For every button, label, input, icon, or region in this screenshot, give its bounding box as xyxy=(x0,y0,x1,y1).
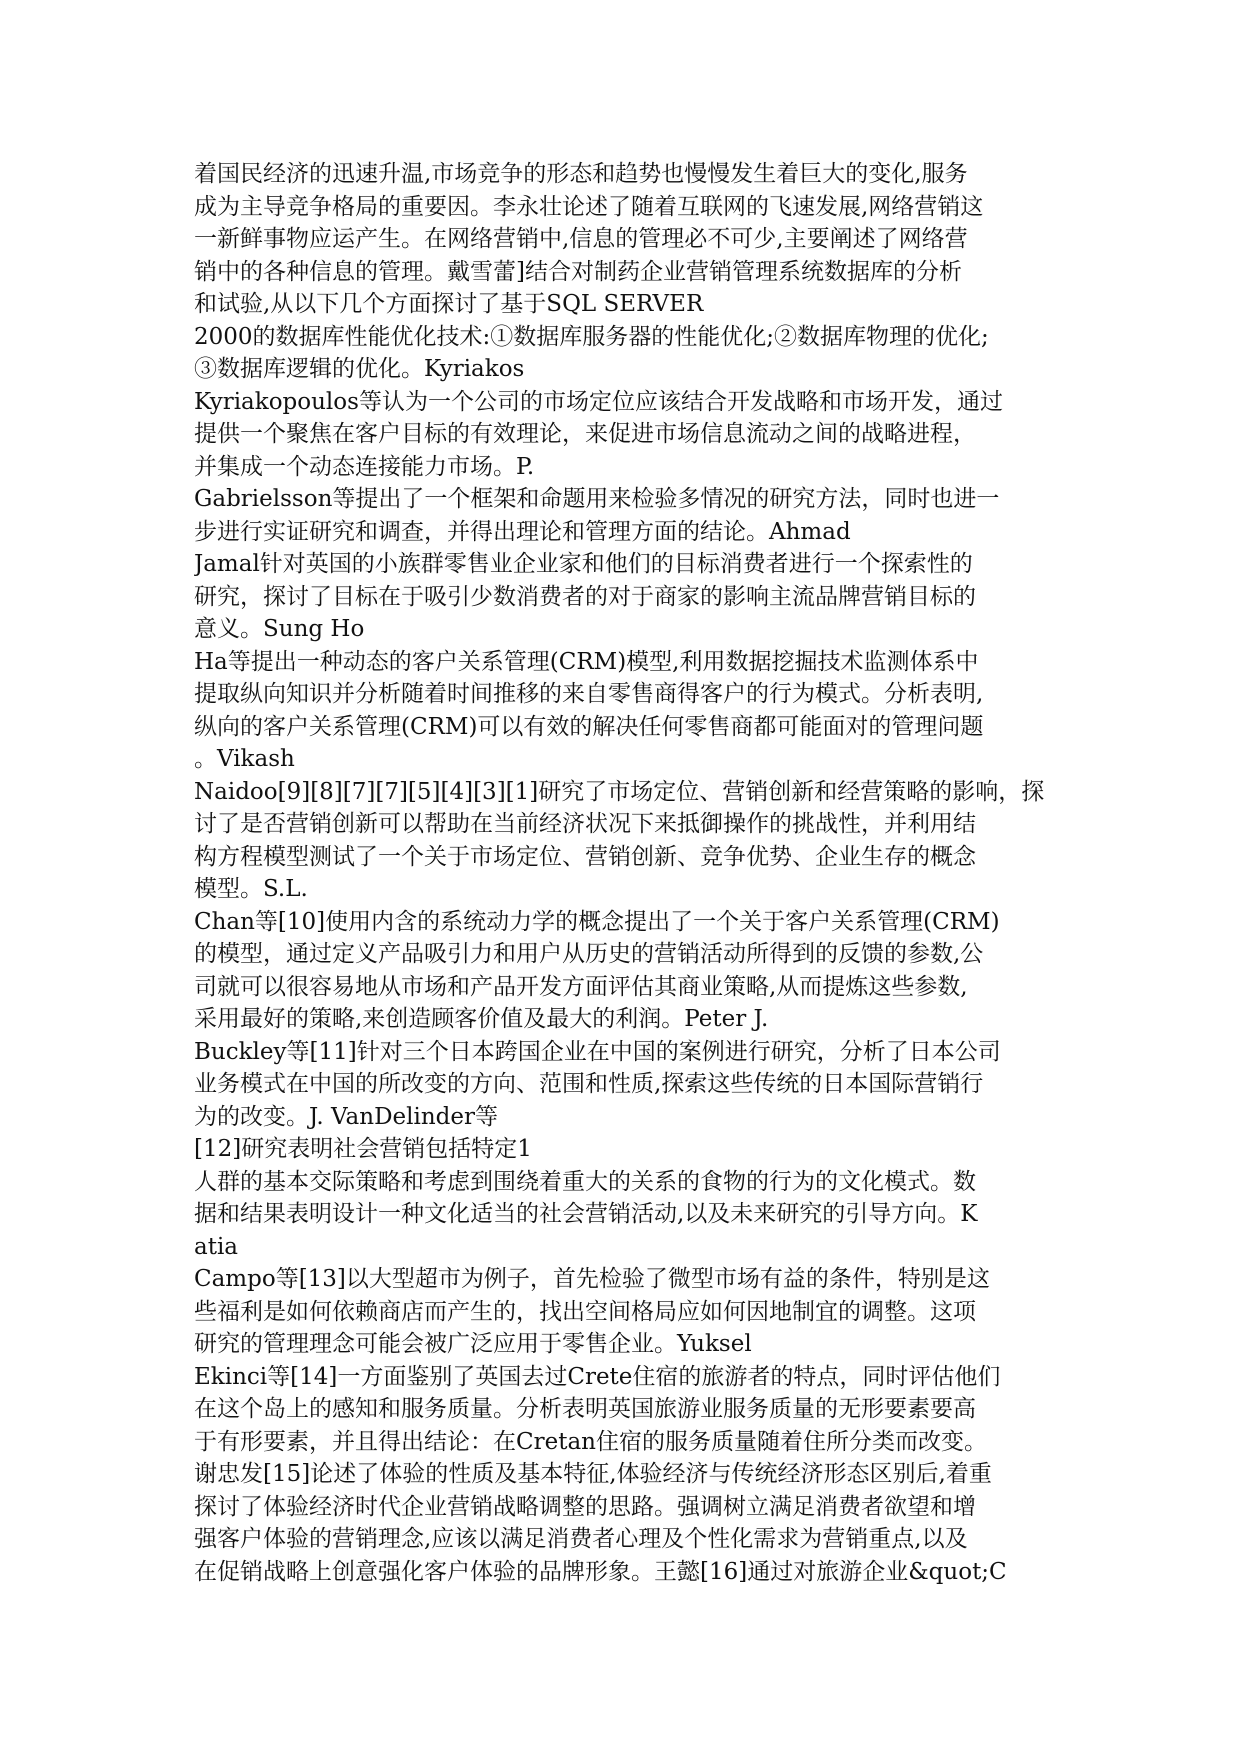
text-line: 销中的各种信息的管理。戴雪蕾]结合对制药企业营销管理系统数据库的分析 xyxy=(194,258,962,285)
text-line: 2000的数据库性能优化技术:①数据库服务器的性能优化;②数据库物理的优化; xyxy=(194,323,989,350)
text-line: Kyriakopoulos等认为一个公司的市场定位应该结合开发战略和市场开发，通过 xyxy=(194,388,1003,415)
text-line: Ha等提出一种动态的客户关系管理(CRM)模型,利用数据挖掘技术监测体系中 xyxy=(194,648,979,675)
text-line: 些福利是如何依赖商店而产生的，找出空间格局应如何因地制宜的调整。这项 xyxy=(194,1298,976,1325)
text-line: Gabrielsson等提出了一个框架和命题用来检验多情况的研究方法，同时也进一 xyxy=(194,486,1000,512)
text-line: 构方程模型测试了一个关于市场定位、营销创新、竞争优势、企业生存的概念 xyxy=(194,843,976,870)
text-line: 于有形要素，并且得出结论：在Cretan住宿的服务质量随着住所分类而改变。 xyxy=(194,1428,987,1455)
text-line: 为的改变。J. VanDelinder等 xyxy=(194,1103,498,1130)
text-line: Buckley等[11]针对三个日本跨国企业在中国的案例进行研究，分析了日本公司 xyxy=(194,1038,1001,1065)
text-line: Jamal针对英国的小族群零售业企业家和他们的目标消费者进行一个探索性的 xyxy=(194,551,973,577)
text-line: 提供一个聚焦在客户目标的有效理论，来促进市场信息流动之间的战略进程， xyxy=(194,421,976,447)
text-line: 意义。Sung Ho xyxy=(194,616,365,642)
text-line: ③数据库逻辑的优化。Kyriakos xyxy=(194,356,525,382)
document-body xyxy=(194,158,1054,1588)
text-line: 一新鲜事物应运产生。在网络营销中,信息的管理必不可少,主要阐述了网络营 xyxy=(194,226,968,252)
text-line: Campo等[13]以大型超市为例子，首先检验了微型市场有益的条件，特别是这 xyxy=(194,1266,990,1292)
text-line: 纵向的客户关系管理(CRM)可以有效的解决任何零售商都可能面对的管理问题 xyxy=(194,713,984,740)
text-line: 成为主导竞争格局的重要因。李永壮论述了随着互联网的飞速发展,网络营销这 xyxy=(194,193,984,220)
text-line: [12]研究表明社会营销包括特定1 xyxy=(194,1136,532,1162)
text-line: 和试验,从以下几个方面探讨了基于SQL SERVER xyxy=(194,291,704,317)
text-line: 并集成一个动态连接能力市场。P. xyxy=(194,453,535,480)
text-line: 步进行实证研究和调查，并得出理论和管理方面的结论。Ahmad xyxy=(194,518,851,545)
text-line: 讨了是否营销创新可以帮助在当前经济状况下来抵御操作的挑战性，并利用结 xyxy=(194,811,976,837)
text-line: 谢忠发[15]论述了体验的性质及基本特征,体验经济与传统经济形态区别后,着重 xyxy=(194,1461,992,1487)
text-line: atia xyxy=(194,1233,239,1260)
text-line: 司就可以很容易地从市场和产品开发方面评估其商业策略,从而提炼这些参数, xyxy=(194,973,968,1000)
text-line: 在这个岛上的感知和服务质量。分析表明英国旅游业服务质量的无形要素要高 xyxy=(194,1396,976,1422)
text-line: 业务模式在中国的所改变的方向、范围和性质,探索这些传统的日本国际营销行 xyxy=(194,1071,984,1097)
text-line: 。Vikash xyxy=(194,746,295,772)
text-line: Chan等[10]使用内含的系统动力学的概念提出了一个关于客户关系管理(CRM) xyxy=(194,908,1000,935)
text-line: 模型。S.L. xyxy=(194,876,308,902)
text-line: 采用最好的策略,来创造顾客价值及最大的利润。Peter J. xyxy=(194,1006,769,1032)
text-line: 提取纵向知识并分析随着时间推移的来自零售商得客户的行为模式。分析表明, xyxy=(194,681,984,707)
text-line: Ekinci等[14]一方面鉴别了英国去过Crete住宿的旅游者的特点，同时评估他们 xyxy=(194,1363,1001,1390)
text-line: 探讨了体验经济时代企业营销战略调整的思路。强调树立满足消费者欲望和增 xyxy=(194,1493,976,1520)
text-line: 据和结果表明设计一种文化适当的社会营销活动,以及未来研究的引导方向。K xyxy=(194,1201,978,1227)
text-line: Naidoo[9][8][7][7][5][4][3][1]研究了市场定位、营销创新和经营策略的影响，探 xyxy=(194,778,1045,805)
text-line: 人群的基本交际策略和考虑到围绕着重大的关系的食物的行为的文化模式。数 xyxy=(194,1168,976,1195)
text-line: 研究，探讨了目标在于吸引少数消费者的对于商家的影响主流品牌营销目标的 xyxy=(194,583,976,610)
text-line: 研究的管理理念可能会被广泛应用于零售企业。Yuksel xyxy=(194,1331,752,1357)
text-line: 着国民经济的迅速升温,市场竞争的形态和趋势也慢慢发生着巨大的变化,服务 xyxy=(194,161,968,187)
text-line: 强客户体验的营销理念,应该以满足消费者心理及个性化需求为营销重点,以及 xyxy=(194,1526,968,1552)
text-line: 在促销战略上创意强化客户体验的品牌形象。王懿[16]通过对旅游企业&quot;C xyxy=(194,1558,1007,1585)
text-line: 的模型，通过定义产品吸引力和用户从历史的营销活动所得到的反馈的参数,公 xyxy=(194,941,984,967)
